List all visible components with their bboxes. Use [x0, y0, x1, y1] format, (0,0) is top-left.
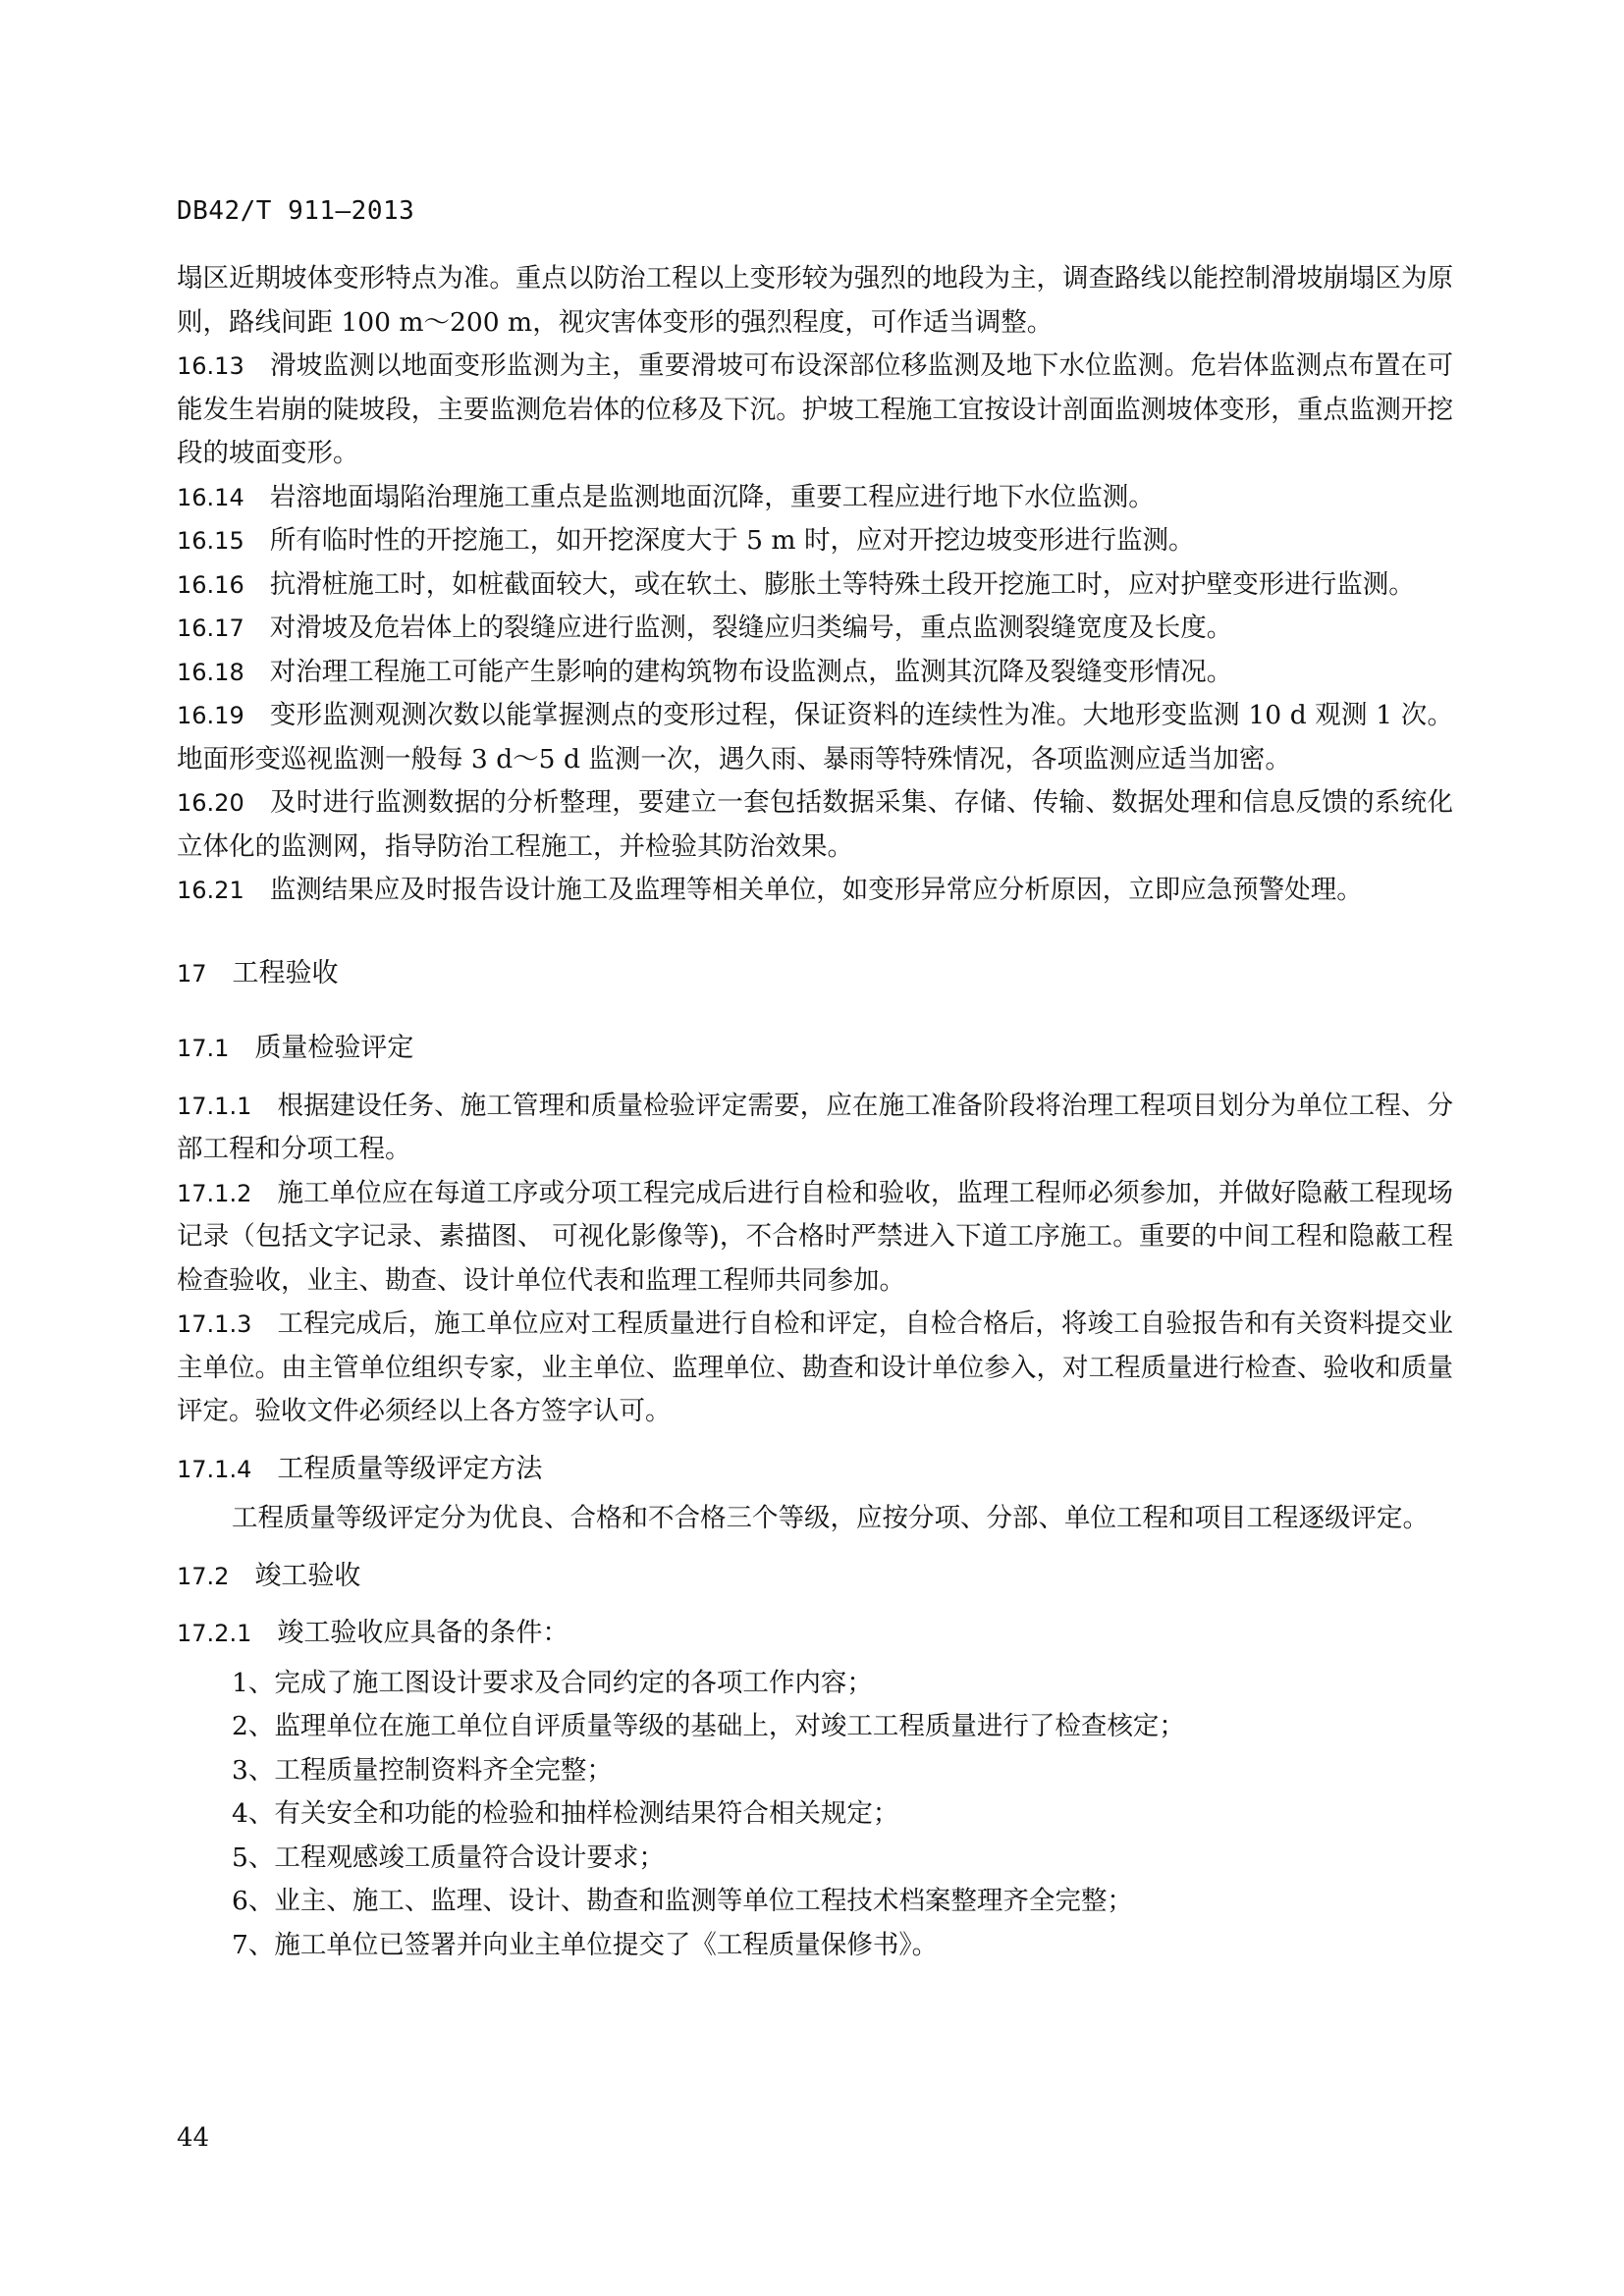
clause-16-17: 16.17 对滑坡及危岩体上的裂缝应进行监测，裂缝应归类编号，重点监测裂缝宽度及长度。: [177, 613, 1233, 643]
section-17-1-4-heading: 17.1.4 工程质量等级评定方法: [177, 1453, 543, 1484]
clause-17-1-3: 17.1.3 工程完成后，施工单位应对工程质量进行自检和评定，自检合格后，将竣工自验报告和有关资料提交业主单位。由主管单位组织专家，业主单位、监理单位、勘查和设计单位参入，对工程质量进行检查、验收和质量评定。验收文件必须经以上各方签字认可。: [177, 1308, 1453, 1426]
clause-16-21: 16.21 监测结果应及时报告设计施工及监理等相关单位，如变形异常应分析原因，立即应急预警处理。: [177, 875, 1363, 905]
clause-16-20: 16.20 及时进行监测数据的分析整理，要建立一套包括数据采集、存储、传输、数据处理和信息反馈的系统化立体化的监测网，指导防治工程施工，并检验其防治效果。: [177, 787, 1453, 862]
list-item: 4、有关安全和功能的检验和抽样检测结果符合相关规定；: [232, 1798, 899, 1829]
clauses-17-1: [177, 1085, 1453, 1434]
clause-16-16: 16.16 抗滑桩施工时，如桩截面较大，或在软土、膨胀土等特殊土段开挖施工时，应对护壁变形进行监测。: [177, 568, 1415, 600]
list-item: 5、工程观感竣工质量符合设计要求；: [232, 1842, 665, 1873]
section-17-heading: 17 工程验收: [177, 957, 339, 988]
section-17-2-heading: 17.2 竣工验收: [177, 1560, 361, 1591]
list-item: 7、施工单位已签署并向业主单位提交了《工程质量保修书》。: [232, 1929, 939, 1960]
clauses-16: [177, 345, 1453, 913]
clause-16-14: 16.14 岩溶地面塌陷治理施工重点是监测地面沉降，重要工程应进行地下水位监测。: [177, 481, 1155, 512]
clause-17-1-1: 17.1.1 根据建设任务、施工管理和质量检验评定需要，应在施工准备阶段将治理工程项目划分为单位工程、分部工程和分项工程。: [177, 1090, 1453, 1164]
list-item: 6、业主、施工、监理、设计、勘查和监测等单位工程技术档案整理齐全完整；: [232, 1886, 1133, 1916]
acceptance-conditions-list: [177, 1662, 1453, 1968]
standard-code-header: DB42/T 911—2013: [177, 196, 415, 226]
page-number: 44: [177, 2123, 210, 2153]
list-item: 3、工程质量控制资料齐全完整；: [232, 1754, 613, 1786]
clause-16-15: 16.15 所有临时性的开挖施工，如开挖深度大于 5 m 时，应对开挖边坡变形进行监测。: [177, 525, 1195, 556]
grading-method-paragraph: 工程质量等级评定分为优良、合格和不合格三个等级，应按分项、分部、单位工程和项目工程逐级评定。: [232, 1503, 1429, 1533]
clause-17-1-2: 17.1.2 施工单位应在每道工序或分项工程完成后进行自检和验收，监理工程师必须参加，并做好隐蔽工程现场记录（包括文字记录、素描图、 可视化影像等)，不合格时严禁进入下道工序施工。重要的中间工程和隐蔽工程检查验收，业主、勘查、设计单位代表和监理工程师共同参加。: [177, 1177, 1453, 1296]
clause-16-18: 16.18 对治理工程施工可能产生影响的建构筑物布设监测点，监测其沉降及裂缝变形情况。: [177, 656, 1233, 687]
section-17-1-heading: 17.1 质量检验评定: [177, 1033, 414, 1063]
section-17-2-1-heading: 17.2.1 竣工验收应具备的条件：: [177, 1618, 569, 1648]
list-item: 1、完成了施工图设计要求及合同约定的各项工作内容；: [232, 1667, 873, 1698]
clause-16-19: 16.19 变形监测观测次数以能掌握测点的变形过程，保证资料的连续性为准。大地形变监测 10 d 观测 1 次。地面形变巡视监测一般每 3 d～5 d 监测一次，遇久雨、暴雨等特殊情况，各项监测应适当加密。: [177, 700, 1453, 774]
continued-paragraph: 塌区近期坡体变形特点为准。重点以防治工程以上变形较为强烈的地段为主，调查路线以能控制滑坡崩塌区为原则，路线间距 100 m～200 m，视灾害体变形的强烈程度，可作适当调整。: [177, 263, 1453, 338]
clause-16-13: 16.13 滑坡监测以地面变形监测为主，重要滑坡可布设深部位移监测及地下水位监测。危岩体监测点布置在可能发生岩崩的陡坡段，主要监测危岩体的位移及下沉。护坡工程施工宜按设计剖面监测坡体变形，重点监测开挖段的坡面变形。: [177, 350, 1453, 468]
list-item: 2、监理单位在施工单位自评质量等级的基础上，对竣工工程质量进行了检查核定；: [232, 1711, 1185, 1741]
page-content: [177, 257, 1453, 1967]
